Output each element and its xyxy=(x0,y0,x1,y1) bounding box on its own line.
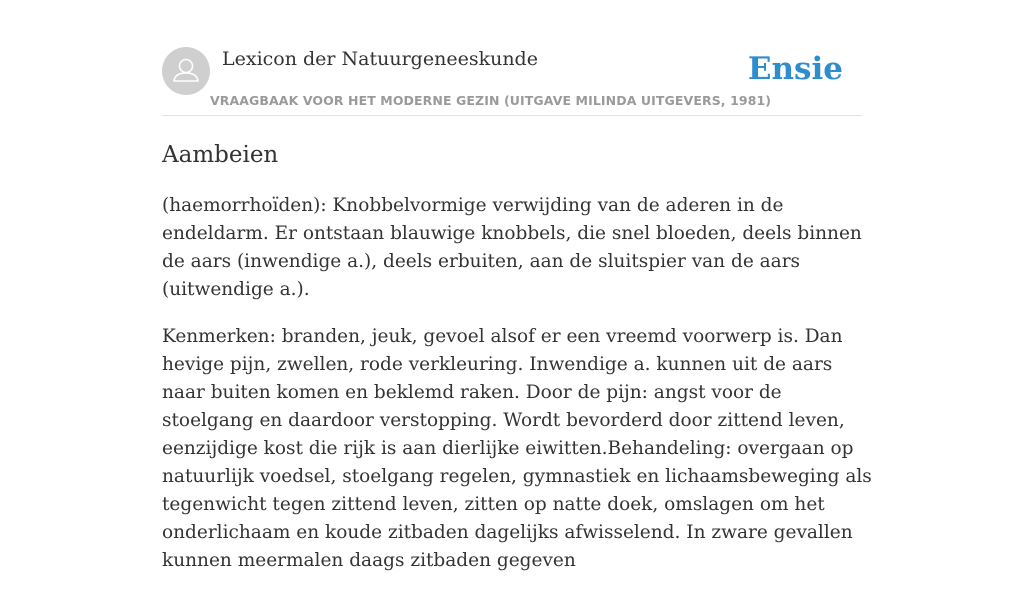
entry-body xyxy=(162,192,874,594)
entry-title: Aambeien xyxy=(162,142,279,168)
book-subtitle: VRAAGBAAK VOOR HET MODERNE GEZIN (UITGAVE MILINDA UITGEVERS, 1981) xyxy=(210,93,772,108)
brand-logo[interactable]: Ensie xyxy=(747,51,843,87)
entry-paragraph: (haemorrhoïden): Knobbelvormige verwijding van de aderen in de endeldarm. Er ontstaan blauwige knobbels, die snel bloeden, deels binnen de aars (inwendige a.), deels erbuiten, aan de sluitspier van de aars (uitwendige a.). xyxy=(162,195,862,300)
book-title[interactable]: Lexicon der Natuurgeneeskunde xyxy=(222,48,538,70)
avatar[interactable] xyxy=(162,47,210,95)
entry-paragraph: Kenmerken: branden, jeuk, gevoel alsof er een vreemd voorwerp is. Dan hevige pijn, zwellen, rode verkleuring. Inwendige a. kunnen uit de aars naar buiten komen en beklemd raken. Door de pijn: angst voor de stoelgang en daardoor verstopping. Wordt bevorderd door zittend leven, eenzijdige kost die rijk is aan dierlijke eiwitten.Behandeling: overgaan op natuurlijk voedsel, stoelgang regelen, gymnastiek en lichaamsbeweging als tegenwicht tegen zittend leven, zitten op natte doek, omslagen om het onderlichaam en koude zitbaden dagelijks afwisselend. In zware gevallen kunnen meermalen daags zitbaden gegeven xyxy=(162,326,872,571)
header xyxy=(162,47,862,116)
user-icon xyxy=(162,47,210,95)
